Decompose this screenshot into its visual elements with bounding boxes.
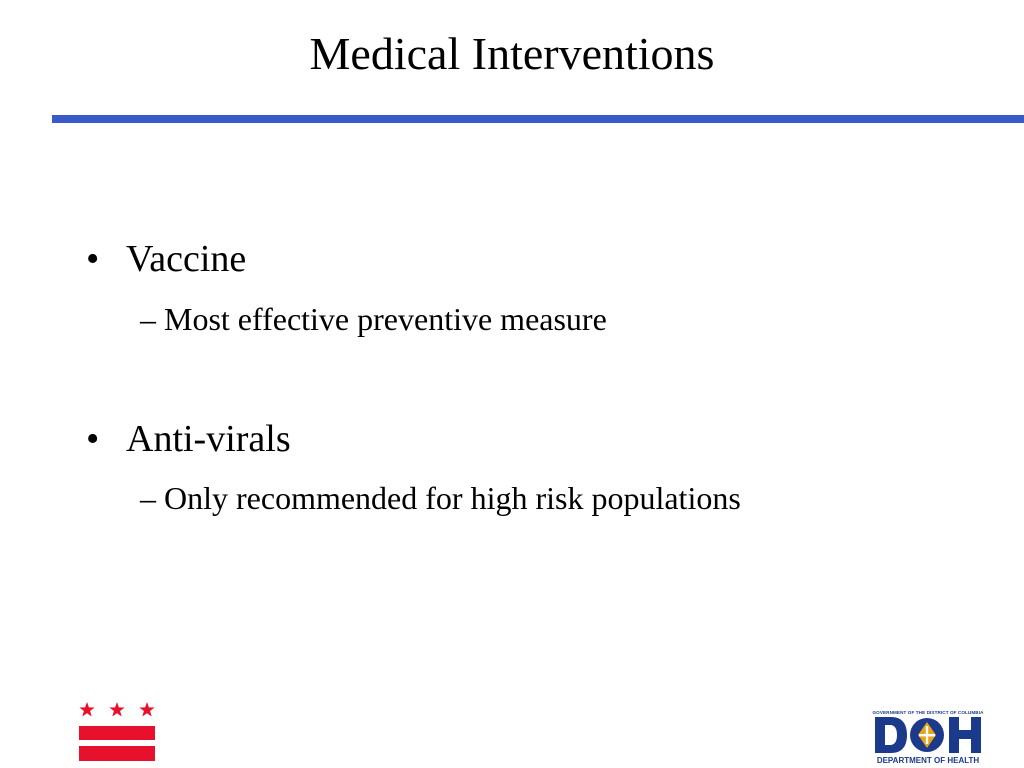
- bullet-text: Vaccine: [126, 238, 247, 280]
- bullet-text: Anti-virals: [126, 418, 291, 460]
- doh-logo: [870, 710, 986, 766]
- slide-title: Medical Interventions: [309, 28, 715, 79]
- sub-bullet-item: [140, 479, 741, 517]
- bullet-marker: •: [86, 418, 100, 460]
- bullet-marker: •: [86, 238, 100, 280]
- bullet-item: [86, 237, 246, 281]
- logo-top-text: GOVERNMENT OF THE DISTRICT OF COLUMBIA: [872, 710, 984, 715]
- sub-bullet-marker: –: [140, 480, 156, 516]
- sub-bullet-item: [140, 300, 607, 338]
- logo-bottom-text: DEPARTMENT OF HEALTH: [876, 756, 980, 765]
- sub-bullet-text: Only recommended for high risk populations: [164, 480, 741, 516]
- sub-bullet-marker: –: [140, 301, 156, 337]
- doh-letters-logo: [873, 717, 983, 753]
- dc-flag-icon: [79, 700, 155, 764]
- bullet-item: [86, 417, 291, 461]
- sub-bullet-text: Most effective preventive measure: [164, 301, 607, 337]
